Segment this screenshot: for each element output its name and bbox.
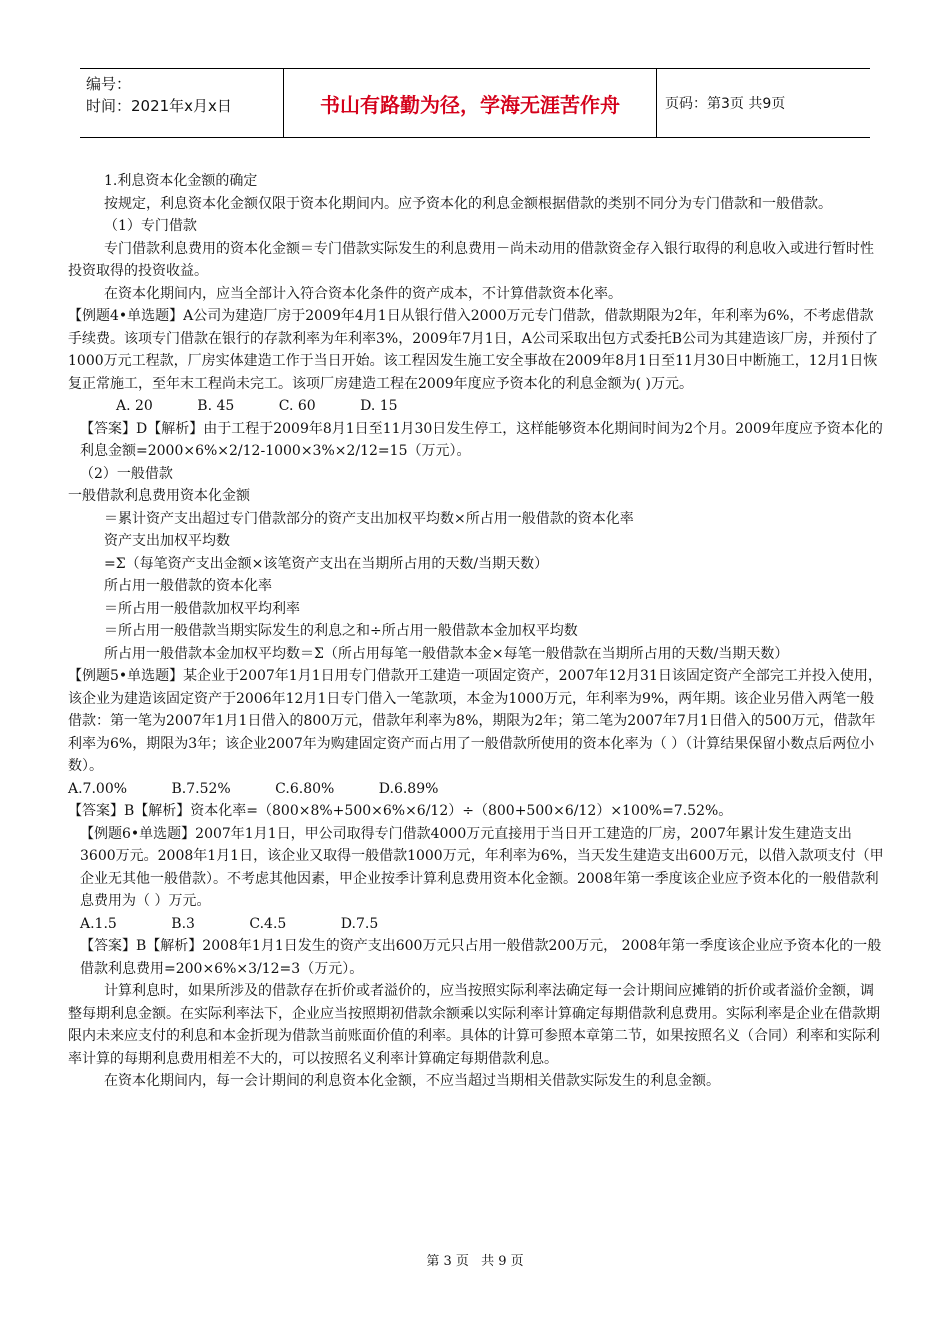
formula-line: 资产支出加权平均数	[104, 533, 230, 549]
option: D.7.5	[340, 915, 379, 932]
document-body	[68, 170, 886, 1093]
option: B. 45	[197, 398, 235, 414]
option: B.3	[171, 915, 195, 932]
paragraph: 在资本化期间内，每一会计期间的利息资本化金额，不应当超过当期相关借款实际发生的利息金额。	[104, 1073, 720, 1089]
subsection-title: （1）专门借款	[104, 218, 197, 234]
formula-line: 所占用一般借款的资本化率	[104, 578, 272, 594]
section-title: 1.利息资本化金额的确定	[104, 173, 258, 189]
option: B.7.52%	[171, 780, 231, 797]
example-question: 【例题4•单选题】A公司为建造厂房于2009年4月1日从银行借入2000万元专门借款，借款期限为2年，年利率为6%，不考虑借款手续费。该项专门借款在银行的存款利率为年利率3%，2009年7月1日，A公司采取出包方式委托B公司为其建造该厂房，并预付了1000万元工程款，厂房实体建造工作于当日开始。该工程因发生施工安全事故在2009年8月1日至11月30日中断施工，12月1日恢复正常施工，至年末工程尚未完工。该项厂房建造工程在2009年度应予资本化的利息金额为( )万元。	[68, 308, 879, 392]
options	[68, 913, 886, 936]
formula-line: ＝所占用一般借款当期实际发生的利息之和÷所占用一般借款本金加权平均数	[104, 623, 578, 639]
example-question: 【例题6•单选题】2007年1月1日，甲公司取得专门借款4000万元直接用于当日开工建造的厂房，2007年累计发生建造支出3600万元。2008年1月1日，该企业又取得一般借款1000万元，年利率为6%，当天发生建造支出600万元，以借入款项支付（甲企业无其他一般借款）。不考虑其他因素，甲企业按季计算利息费用资本化金额。2008年第一季度该企业应予资本化的一般借款利息费用为（ ）万元。	[80, 825, 884, 909]
subsection-title: （2）一般借款	[80, 465, 173, 482]
paragraph: 计算利息时，如果所涉及的借款存在折价或者溢价的，应当按照实际利率法确定每一会计期间应摊销的折价或者溢价金额，调整每期利息金额。在实际利率法下，企业应当按照期初借款余额乘以实际利率计算确定每期借款利息费用。实际利率是企业在借款期限内未来应支付的利息和本金折现为借款当前账面价值的利率。具体的计算可参照本章第二节，如果按照名义（合同）利率和实际利率计算的每期利息费用相差不大的，可以按照名义利率计算确定每期借款利息。	[68, 983, 880, 1067]
answer: 【答案】D【解析】由于工程于2009年8月1日至11月30日发生停工，这样能够资本化期间时间为2个月。2009年度应予资本化的利息金额=2000×6%×2/12-1000×3%×2/12=15（万元）。	[80, 420, 883, 459]
header-meta	[80, 69, 284, 137]
option: D.6.89%	[378, 780, 439, 797]
date-label: 时间：2021年x月x日	[86, 97, 232, 115]
option: C.6.80%	[275, 780, 335, 797]
paragraph: 专门借款利息费用的资本化金额＝专门借款实际发生的利息费用－尚未动用的借款资金存入银行取得的利息收入或进行暂时性投资取得的投资收益。	[68, 240, 874, 279]
options	[68, 395, 886, 418]
option: C. 60	[278, 398, 316, 414]
answer: 【答案】B【解析】资本化率=（800×8%+500×6%×6/12）÷（800+500×6/12）×100%=7.52%。	[68, 803, 733, 819]
formula-line: ＝累计资产支出超过专门借款部分的资产支出加权平均数×所占用一般借款的资本化率	[104, 510, 634, 527]
answer: 【答案】B【解析】2008年1月1日发生的资产支出600万元只占用一般借款200万元， 2008年第一季度该企业应予资本化的一般借款利息费用=200×6%×3/12=3（万元）。	[80, 938, 882, 977]
option: A. 20	[116, 398, 153, 414]
option: A.7.00%	[68, 780, 128, 797]
number-label: 编号：	[86, 75, 132, 93]
options	[68, 778, 886, 801]
option: A.1.5	[80, 915, 117, 932]
formula-line: 一般借款利息费用资本化金额	[68, 488, 250, 504]
motto: 书山有路勤为径，学海无涯苦作舟	[284, 69, 657, 137]
example-question: 【例题5•单选题】某企业于2007年1月1日用专门借款开工建造一项固定资产，2007年12月31日该固定资产全部完工并投入使用，该企业为建造该固定资产于2006年12月1日专门借入一笔款项，本金为1000万元，年利率为9%，两年期。该企业另借入两笔一般借款：第一笔为2007年1月1日借入的800万元，借款年利率为8%，期限为2年；第二笔为2007年7月1日借入的500万元，借款年利率为6%，期限为3年；该企业2007年为购建固定资产而占用了一般借款所使用的资本化率为（ ）（计算结果保留小数点后两位小数）。	[68, 668, 882, 774]
formula-line: ＝所占用一般借款加权平均利率	[104, 600, 300, 617]
page-info: 页码：第3页 共9页	[665, 96, 786, 112]
footer-total: 共 9 页	[481, 1254, 524, 1269]
page-footer	[0, 1250, 950, 1269]
paragraph: 按规定，利息资本化金额仅限于资本化期间内。应予资本化的利息金额根据借款的类别不同分为专门借款和一般借款。	[104, 195, 832, 212]
page-header	[80, 68, 870, 138]
footer-page: 第 3 页	[426, 1254, 469, 1269]
option: D. 15	[360, 398, 398, 414]
option: C.4.5	[249, 915, 287, 932]
paragraph: 在资本化期间内，应当全部计入符合资本化条件的资产成本，不计算借款资本化率。	[104, 285, 622, 302]
formula-line: 所占用一般借款本金加权平均数＝Σ（所占用每笔一般借款本金×每笔一般借款在当期所占用的天数/当期天数）	[104, 645, 789, 662]
formula-line: =Σ（每笔资产支出金额×该笔资产支出在当期所占用的天数/当期天数）	[104, 555, 549, 572]
